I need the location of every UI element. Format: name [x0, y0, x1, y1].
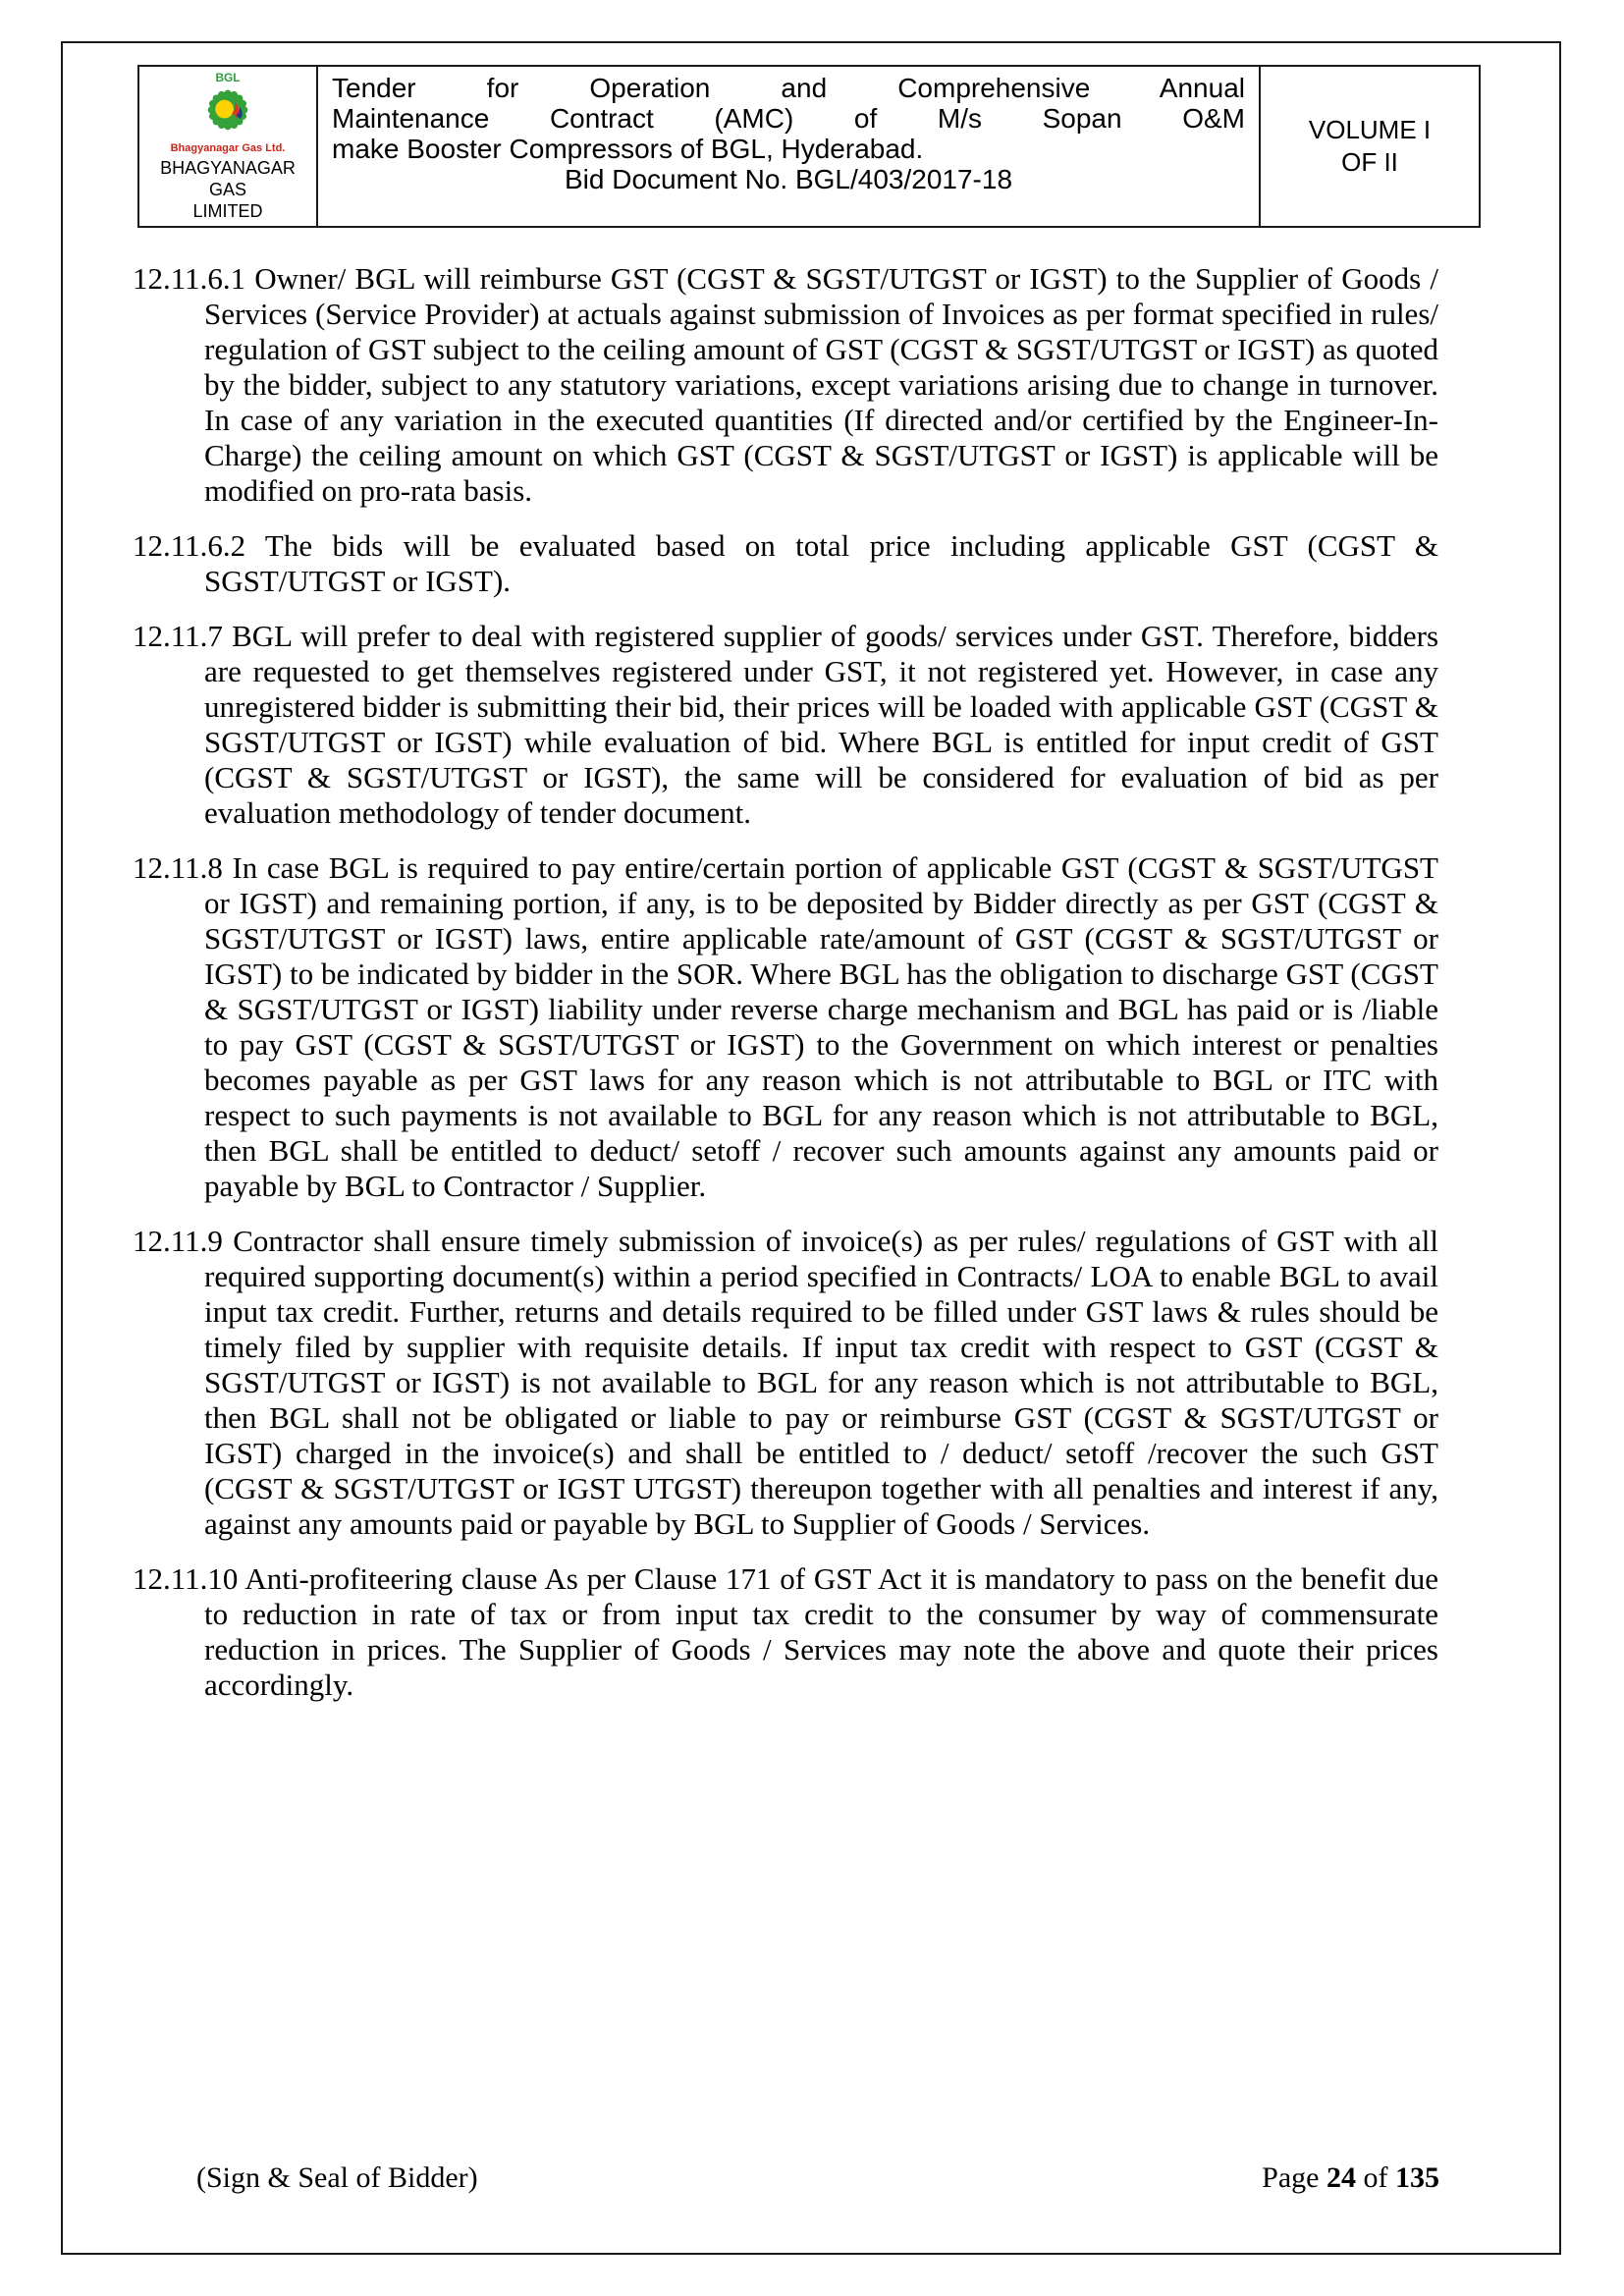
company-name-line-1: BHAGYANAGAR GAS [160, 158, 296, 199]
clause-number: 12.11.6.1 [133, 261, 246, 296]
clause-12-11-6-1 [133, 261, 1438, 509]
page-border [61, 41, 1561, 2255]
company-name [143, 157, 312, 222]
page-number: 24 [1326, 2161, 1356, 2194]
clause-number: 12.11.8 [133, 850, 223, 885]
clause-12-11-10 [133, 1561, 1438, 1703]
svg-text:BGL: BGL [215, 71, 241, 85]
company-name-line-2: LIMITED [192, 201, 263, 221]
page-indicator [1262, 2160, 1439, 2196]
logo-caption: Bhagyanagar Gas Ltd. [170, 142, 286, 154]
title-cell [318, 67, 1261, 226]
clause-text: The bids will be evaluated based on total price including applicable GST (CGST & SGST/UTGST or IGST). [204, 528, 1438, 598]
bgl-logo-icon [191, 71, 264, 142]
volume-line-1: VOLUME I [1308, 115, 1432, 144]
clause-text: Contractor shall ensure timely submission of invoice(s) as per rules/ regulations of GST with all required supporting document(s) within a period specified in Contracts/ LOA to enable BGL to avail input tax credit. Further, returns and details required to be filled under GST laws & rules should be timely filed by supplier with requisite details. If input tax credit with respect to GST (CGST & SGST/UTGST or IGST) is not available to BGL for any reason which is not attributable to BGL, then BGL shall not be obligated or liable to pay or reimburse GST (CGST & SGST/UTGST or IGST) charged in the invoice(s) and shall be entitled to / deduct/ setoff /recover the such GST (CGST & SGST/UTGST or IGST UTGST) thereupon together with all penalties and interest if any, against any amounts paid or payable by BGL to Supplier of Goods / Services. [204, 1224, 1439, 1541]
tender-title-line-3: make Booster Compressors of BGL, Hyderabad. [332, 134, 924, 164]
tender-title-line-2: Maintenance Contract (AMC) of M/s Sopan O&M [332, 103, 1245, 134]
logo-cell [139, 67, 318, 226]
of-word: of [1363, 2161, 1388, 2194]
sign-seal-label: (Sign & Seal of Bidder) [196, 2161, 478, 2194]
clause-number: 12.11.10 [133, 1561, 239, 1596]
clause-number: 12.11.9 [133, 1224, 223, 1258]
volume-cell [1261, 67, 1479, 226]
clause-12-11-9 [133, 1224, 1438, 1542]
page-word: Page [1262, 2161, 1320, 2194]
clause-12-11-6-2 [133, 528, 1438, 599]
clauses-section [133, 261, 1438, 1722]
tender-title-line-1: Tender for Operation and Comprehensive Annual [332, 73, 1245, 103]
page-footer [196, 2160, 1439, 2196]
clause-12-11-8 [133, 850, 1438, 1204]
clause-text: In case BGL is required to pay entire/certain portion of applicable GST (CGST & SGST/UTGST or IGST) and remaining portion, if any, is to be deposited by Bidder directly as per GST (CGST & SGST/UTGST or IGST) laws, entire applicable rate/amount of GST (CGST & SGST/UTGST or IGST) to be indicated by bidder in the SOR. Where BGL has the obligation to discharge GST (CGST & SGST/UTGST or IGST) liability under reverse charge mechanism and BGL has paid or is /liable to pay GST (CGST & SGST/UTGST or IGST) to the Government on which interest or penalties becomes payable as per GST laws for any reason which is not attributable to BGL or ITC with respect to such payments is not available to BGL for any reason which is not attributable to BGL, then BGL shall be entitled to deduct/ setoff / recover such amounts against any amounts paid or payable by BGL to Contractor / Supplier. [204, 850, 1438, 1203]
clause-number: 12.11.6.2 [133, 528, 246, 563]
volume-line-2: OF II [1341, 147, 1398, 177]
clause-text: Owner/ BGL will reimburse GST (CGST & SGST/UTGST or IGST) to the Supplier of Goods / Services (Service Provider) at actuals against submission of Invoices as per format specified in rules/ regulation of GST subject to the ceiling amount of GST (CGST & SGST/UTGST or IGST) as quoted by the bidder, subject to any statutory variations, except variations arising due to change in turnover. In case of any variation in the executed quantities (If directed and/or certified by the Engineer-In-Charge) the ceiling amount on which GST (CGST & SGST/UTGST or IGST) is applicable will be modified on pro-rata basis. [204, 261, 1439, 508]
clause-text: BGL will prefer to deal with registered supplier of goods/ services under GST. Therefore, bidders are requested to get themselves registered under GST, it not registered yet. However, in case any unregistered bidder is submitting their bid, their prices will be loaded with applicable GST (CGST & SGST/UTGST or IGST) while evaluation of bid. Where BGL is entitled for input credit of GST (CGST & SGST/UTGST or IGST), the same will be considered for evaluation of bid as per evaluation methodology of tender document. [204, 619, 1439, 830]
header-table [137, 65, 1481, 228]
total-pages: 135 [1395, 2161, 1439, 2194]
clause-number: 12.11.7 [133, 619, 223, 653]
clause-text: Anti-profiteering clause As per Clause 171 of GST Act it is mandatory to pass on the benefit due to reduction in rate of tax or from input tax credit to the consumer by way of commensurate reduction in prices. The Supplier of Goods / Services may note the above and quote their prices accordingly. [204, 1561, 1438, 1702]
clause-12-11-7 [133, 619, 1438, 831]
bid-document-number: Bid Document No. BGL/403/2017-18 [564, 164, 1013, 194]
